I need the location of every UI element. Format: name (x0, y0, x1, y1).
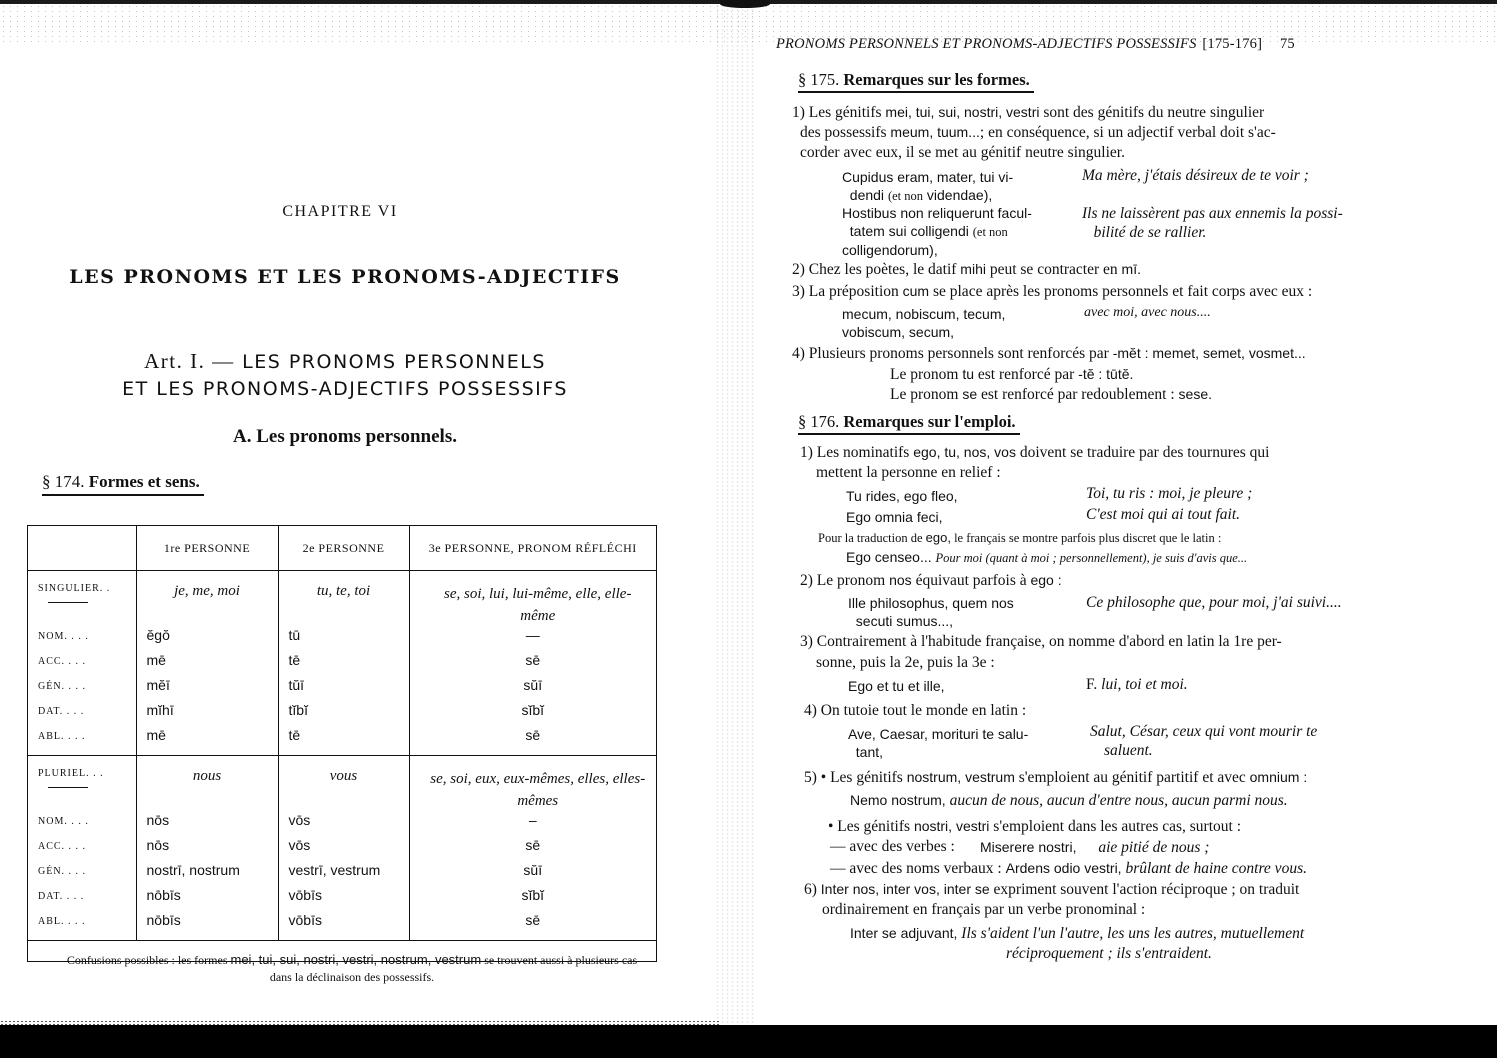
table-cell: vōs (278, 812, 409, 837)
remark-175-1-line-1: 1) Les génitifs mei, tui, sui, nostri, vestri sont des génitifs du neutre singulier (792, 104, 1265, 121)
subsection-title: A. Les pronoms personnels. (233, 426, 457, 447)
table-cell: sŭī (523, 862, 543, 878)
table-cell: tē (278, 652, 409, 677)
table-cell: vous (278, 756, 409, 813)
case-label: ACC. . . . (28, 652, 136, 677)
case-label: GÉN. . . . (28, 862, 136, 887)
table-cell: ĕgŏ (136, 627, 278, 652)
table-cell: tŭī (278, 677, 409, 702)
remark-175-1-line-2: des possessifs meum, tuum...; en conséquence, si un adjectif verbal doit s'ac- (800, 124, 1276, 141)
section-title: Formes et sens. (88, 472, 200, 491)
remark-176-5-line-1: 5) • Les génitifs nostrum, vestrum s'emploient au génitif partitif et avec omnium : (804, 769, 1308, 786)
table-row (28, 887, 656, 912)
section-176-heading: § 176. Remarques sur l'emploi. (798, 412, 1020, 435)
example-french: Toi, tu ris : moi, je pleure ; (1086, 485, 1253, 502)
case-label: ABL. . . . (28, 727, 136, 756)
header-empty (28, 526, 136, 571)
left-page (0, 0, 700, 1020)
table-cell: se, soi, eux, eux-mêmes, elles, elles-mêmes (430, 771, 646, 809)
table-row (28, 837, 656, 862)
remark-176-5-line-4: — avec des verbes : (830, 838, 955, 855)
example-french: Salut, César, ceux qui vont mourir te saluent. (1090, 723, 1318, 759)
remark-175-3: 3) La préposition cum se place après les pronoms personnels et fait corps avec eux : (792, 283, 1313, 300)
running-head (776, 36, 1295, 53)
table-row (28, 862, 656, 887)
example-latin: Tu rides, ego fleo, (846, 488, 958, 504)
remark-175-1-line-3: corder avec eux, il se met au génitif neutre singulier. (800, 144, 1125, 161)
table-footnote: Confusions possibles : les formes mei, tui, sui, nostri, vestri, nostrum, vestrum se trouvent aussi à plusieurs cas dans la déclinaison des possessifs. (28, 941, 656, 995)
table-cell: sŭī (523, 677, 543, 693)
table-cell: vestrī, vestrum (278, 862, 409, 887)
article-line-1: LES PRONOMS PERSONNELS (242, 351, 546, 373)
table-cell: nōs (136, 812, 278, 837)
running-head-title: PRONOMS PERSONNELS ET PRONOMS-ADJECTIFS POSSESSIFS (776, 36, 1197, 52)
table-cell: vōs (278, 837, 409, 862)
table-cell: sē (525, 837, 541, 853)
section-number: § 174. (42, 472, 85, 491)
example-latin: Hostibus non reliquerunt facul- tatem sui colligendi (et non colligendorum), (842, 205, 1032, 258)
article-prefix: Art. I. — (144, 349, 235, 373)
table-cell: se, soi, lui, lui-même, elle, elle-même (444, 586, 632, 624)
plural-label: PLURIEL. . . (28, 756, 136, 813)
remark-175-4-line-3: Le pronom se est renforcé par redoublement : sese. (890, 386, 1213, 403)
remark-176-3-line-2: sonne, puis la 2e, puis la 3e : (816, 654, 995, 671)
singular-label: SINGULIER. . (28, 571, 136, 628)
remark-176-1-note-example: Ego censeo... Pour moi (quant à moi ; personnellement), je suis d'avis que... (846, 549, 1248, 565)
header-3rd-person: 3e PERSONNE, PRONOM RÉFLÉCHI (409, 526, 656, 571)
table-header-row (28, 526, 656, 571)
table-cell: nōbīs (136, 887, 278, 912)
table-cell: sē (409, 727, 656, 756)
example-latin: mecum, nobiscum, tecum, vobiscum, secum, (842, 306, 1006, 340)
remark-176-5-line-3: • Les génitifs nostri, vestri s'emploient dans les autres cas, surtout : (828, 818, 1242, 835)
example-latin: Ego et tu et ille, (848, 678, 945, 694)
example-french: Ce philosophe que, pour moi, j'ai suivi.... (1086, 594, 1342, 611)
right-page (760, 0, 1460, 1020)
singular-meaning-row (28, 571, 656, 628)
table-cell: sē (525, 652, 541, 668)
case-label: NOM. . . . (28, 812, 136, 837)
remark-176-1-line-1: 1) Les nominatifs ego, tu, nos, vos doivent se traduire par des tournures qui (800, 444, 1270, 461)
table-row (28, 702, 656, 727)
example-french: Ma mère, j'étais désireux de te voir ; (1082, 167, 1309, 184)
example-french: avec moi, avec nous.... (1084, 305, 1211, 320)
table-row (28, 912, 656, 941)
header-2nd-person: 2e PERSONNE (278, 526, 409, 571)
table-cell: mē (136, 727, 278, 756)
table-cell: — (525, 627, 540, 643)
table-cell: je, me, moi (136, 571, 278, 628)
remark-176-4: 4) On tutoie tout le monde en latin : (804, 702, 1027, 719)
remark-176-5-line-5: — avec des noms verbaux : Ardens odio vestri, brûlant de haine contre vous. (830, 860, 1307, 877)
page-number: 75 (1279, 36, 1295, 52)
table-cell: sĭbĭ (521, 887, 545, 903)
declension-table (27, 525, 657, 984)
case-label: ABL. . . . (28, 912, 136, 941)
case-label: DAT. . . . (28, 887, 136, 912)
table-cell: nōbīs (136, 912, 278, 941)
table-cell: – (528, 812, 537, 828)
table-cell: mĕī (136, 677, 278, 702)
remark-176-5-line-4-example: Miserere nostri, aie pitié de nous ; (980, 839, 1210, 856)
table-cell: tĭbĭ (278, 702, 409, 727)
table-cell: mē (136, 652, 278, 677)
remark-176-6-line-1: 6) Inter nos, inter vos, inter se expriment souvent l'action réciproque ; on traduit (804, 881, 1300, 898)
chapter-title: LES PRONOMS ET LES PRONOMS-ADJECTIFS (69, 266, 621, 288)
example-latin: Ave, Caesar, morituri te salu- tant, (848, 726, 1029, 760)
chapter-label: CHAPITRE VI (282, 203, 398, 220)
table-row (28, 727, 656, 756)
remark-176-2: 2) Le pronom nos équivaut parfois à ego : (800, 572, 1062, 589)
table-row (28, 627, 656, 652)
remark-175-4-line-2: Le pronom tu est renforcé par -tĕ : tūtĕ. (890, 366, 1134, 383)
remark-176-6-example-cont: réciproquement ; ils s'entraident. (1006, 945, 1212, 962)
remark-176-1-note: Pour la traduction de ego, le français se montre parfois plus discret que le latin : (818, 530, 1222, 545)
remark-175-4-line-1: 4) Plusieurs pronoms personnels sont renforcés par -mĕt : memet, semet, vosmet... (792, 345, 1306, 362)
scan-edge-bottom (0, 1025, 1497, 1058)
table-cell: vōbīs (278, 912, 409, 941)
plural-meaning-row (28, 756, 656, 813)
remark-176-5-example: Nemo nostrum, aucun de nous, aucun d'entre nous, aucun parmi nous. (850, 792, 1288, 809)
table-cell: sē (409, 912, 656, 941)
remark-176-3-line-1: 3) Contrairement à l'habitude française, on nomme d'abord en latin la 1re per- (800, 633, 1282, 650)
article-line-2: ET LES PRONOMS-ADJECTIFS POSSESSIFS (122, 378, 568, 400)
table-cell: nous (136, 756, 278, 813)
table-cell: nōs (136, 837, 278, 862)
example-french: Ils ne laissèrent pas aux ennemis la possi- bilité de se rallier. (1082, 205, 1343, 241)
table-cell: vōbīs (278, 887, 409, 912)
table-row (28, 652, 656, 677)
table-cell: sĭbĭ (521, 702, 545, 718)
table-cell: tū (278, 627, 409, 652)
case-label: ACC. . . . (28, 837, 136, 862)
example-french: F. lui, toi et moi. (1086, 676, 1188, 693)
example-latin: Cupidus eram, mater, tui vi- dendi (et non videndae), (842, 169, 1014, 203)
case-label: GÉN. . . . (28, 677, 136, 702)
running-head-range: [175-176] (1202, 36, 1263, 52)
section-175-heading: § 175. Remarques sur les formes. (798, 70, 1034, 93)
section-174-heading (42, 472, 204, 496)
example-latin: Ego omnia feci, (846, 509, 943, 525)
table-cell: mĭhī (136, 702, 278, 727)
article-title (0, 348, 690, 403)
book-gutter (715, 0, 755, 1058)
table-row (28, 677, 656, 702)
example-latin: Ille philosophus, quem nos secuti sumus..., (848, 595, 1014, 629)
table-cell: tu, te, toi (278, 571, 409, 628)
table-cell: nostrī, nostrum (136, 862, 278, 887)
remark-176-6-example: Inter se adjuvant, Ils s'aident l'un l'autre, les uns les autres, mutuellement (850, 925, 1305, 942)
table-footnote-row (28, 941, 656, 995)
remark-176-6-line-2: ordinairement en français par un verbe pronominal : (822, 901, 1146, 918)
table-cell: tē (278, 727, 409, 756)
header-1st-person: 1re PERSONNE (136, 526, 278, 571)
case-label: DAT. . . . (28, 702, 136, 727)
remark-175-2: 2) Chez les poètes, le datif mihi peut se contracter en mī. (792, 261, 1141, 278)
table-row (28, 812, 656, 837)
remark-176-1-line-2: mettent la personne en relief : (816, 464, 1001, 481)
example-french: C'est moi qui ai tout fait. (1086, 506, 1241, 523)
case-label: NOM. . . . (28, 627, 136, 652)
